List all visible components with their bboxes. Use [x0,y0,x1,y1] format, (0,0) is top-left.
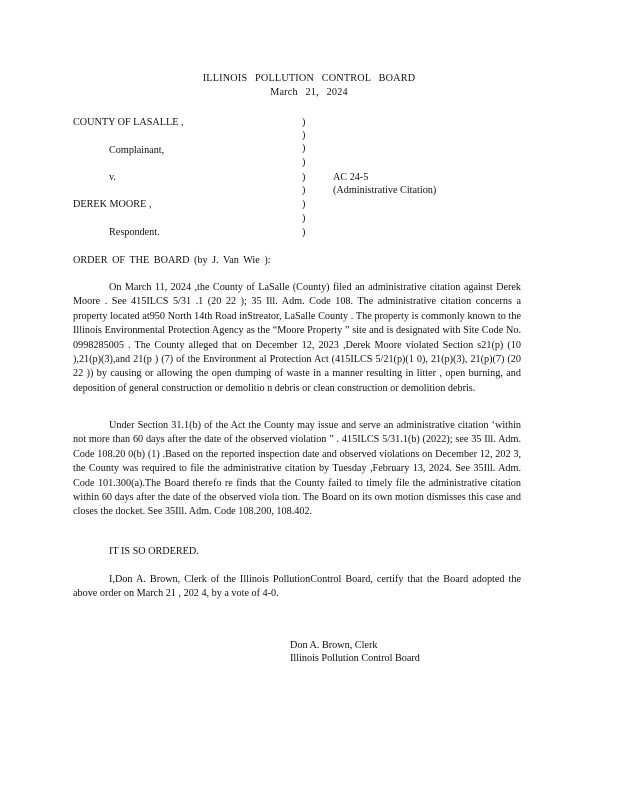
paren-mark: ) [302,143,306,154]
paragraph-text: Under Section 31.1(b) of the Act the County may issue and serve an administrative citation ‘within not more than 60 days after the date of the observed violation ” . 415ILCS 5/31.1(b) (2022); see 35 Ill. Adm. Code 108.20 0(b) (1) .Based on the reported inspection date and observed violations on December 12, 202 3, the County was required to file the administrative citation by Tuesday ,February 13, 2024. See 35Ill. Adm. Code 101.300(a).The Board therefo re finds that the County failed to timely file the administrative citation within 60 days after the date of the observed viola tion. The Board on its own motion dismisses this case and closes the docket. See 35Ill. Adm. Code 108.200, 108.402. [73,420,521,518]
order-date: March 21, 2024 [270,87,348,98]
certification-text: I,Don A. Brown, Clerk of the Illinois PollutionControl Board, certify that the Board adopted the above order on March 21 , 202 4, by a vote of 4-0. [73,574,521,600]
complainant-name: COUNTY OF LASALLE , [73,117,184,128]
respondent-role: Respondent. [109,227,160,238]
order-heading: ORDER OF THE BOARD (by J. Van Wie ): [73,255,271,266]
paragraph-text: On March 11, 2024 ,the County of LaSalle (County) filed an administrative citation against Derek Moore . See 415ILCS 5/31 .1 (20 22 ); 35 Ill. Adm. Code 108. The administrative citation concerns a property located at950 North 14th Road inStreator, LaSalle County . The property is commonly known to the Illinois Environmental Protection Agency as the “Moore Property ” site and is designated with Site Code No. 0998285005 . The County alleged that on December 12, 2023 ,Derek Moore violated Section s21(p) (10 ),21(p)(3),and 21(p ) (7) of the Environment al Protection Act (415ILCS 5/21(p)(1 0), 21(p)(3), 21(p)(7) (20 22 )) by causing or allowing the open dumping of waste in a manner resulting in litter , open burning, and deposition of general construction or demolitio n debris or clean construction or demolition debris. [73,282,521,394]
body-paragraph-2 [73,419,521,520]
certification-paragraph [73,573,521,602]
paren-mark: ) [302,157,306,168]
body-paragraph-1 [73,281,521,396]
so-ordered: IT IS SO ORDERED. [109,546,199,557]
complainant-role: Complainant, [109,145,165,156]
paren-mark: ) [302,213,306,224]
paren-mark: ) [302,185,306,196]
paren-mark: ) [302,130,306,141]
respondent-name: DEREK MOORE , [73,199,152,210]
paren-mark: ) [302,227,306,238]
signature-title: Illinois Pollution Control Board [290,653,420,664]
paren-mark: ) [302,172,306,183]
signature-name: Don A. Brown, Clerk [290,640,378,651]
case-type: (Administrative Citation) [333,185,437,196]
board-name: ILLINOIS POLLUTION CONTROL BOARD [202,73,416,84]
paren-mark: ) [302,199,306,210]
case-number: AC 24-5 [333,172,369,183]
versus-label: v. [109,172,116,183]
paren-mark: ) [302,117,306,128]
